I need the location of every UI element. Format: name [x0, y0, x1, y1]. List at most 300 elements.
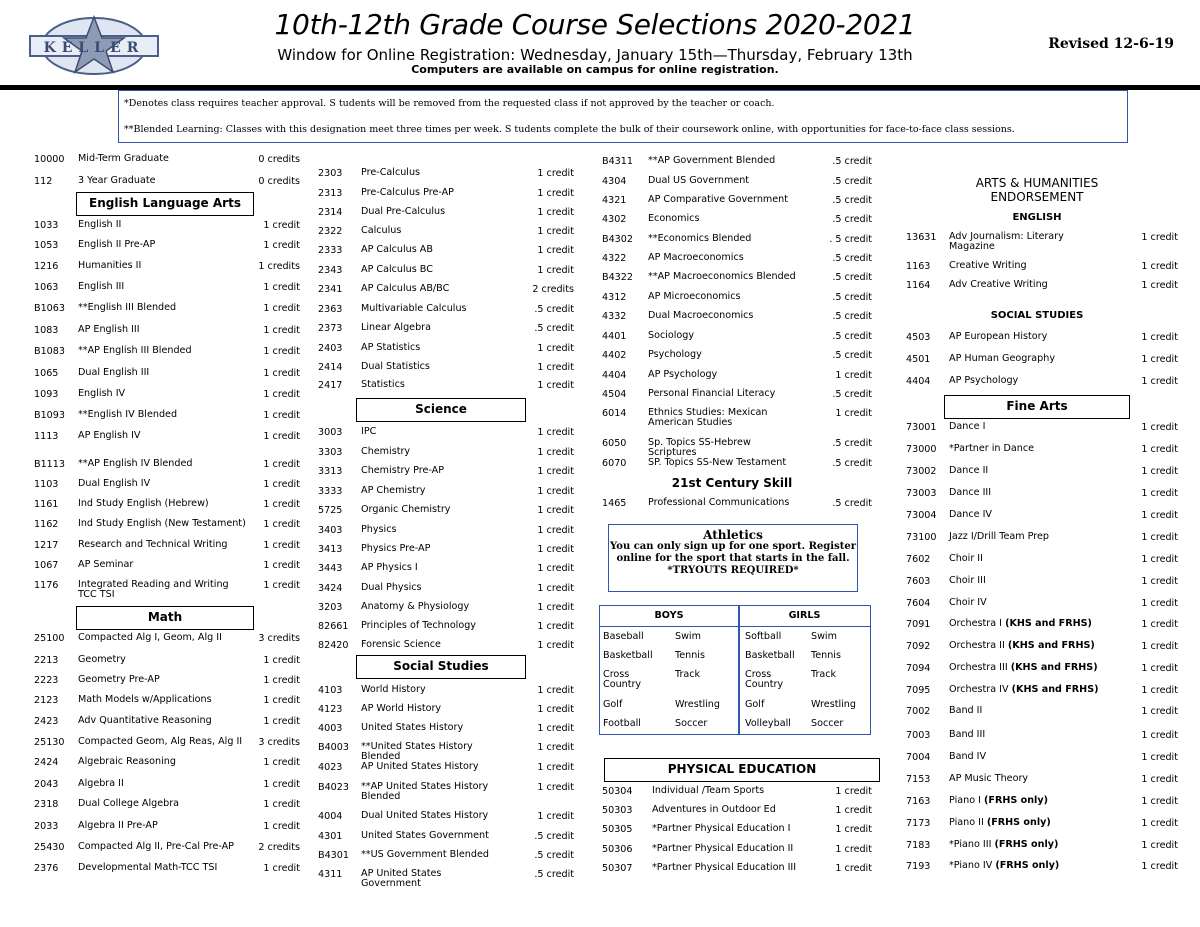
keller-logo [28, 14, 160, 78]
course-credit: 1 credit [835, 863, 872, 874]
course-credit: 1 credit [263, 655, 300, 666]
course-name: World History [361, 684, 426, 695]
course-name: AP Chemistry [361, 485, 426, 496]
sport-cell: Track [675, 669, 701, 680]
course-credit: .5 credit [832, 389, 872, 400]
course-name: Dual Pre-Calculus [361, 206, 446, 217]
course-name: Orchestra I (KHS and FRHS) [949, 618, 1092, 629]
course-name: **AP English III Blended [78, 345, 192, 356]
course-name: AP Psychology [648, 369, 718, 380]
course-code: 1093 [34, 389, 59, 400]
course-code: 2417 [318, 380, 343, 391]
course-credit: 1 credit [263, 459, 300, 470]
course-code: 1113 [34, 431, 59, 442]
course-code: 1067 [34, 560, 59, 571]
course-code: 7193 [906, 861, 931, 872]
course-name: Choir III [949, 575, 986, 586]
course-credit: 1 credit [537, 782, 574, 793]
course-name: Band III [949, 729, 986, 740]
social-studies-subheader: SOCIAL STUDIES [990, 310, 1084, 321]
course-credit: 1 credit [263, 389, 300, 400]
course-credit: 1 credit [835, 370, 872, 381]
course-code: 112 [34, 176, 53, 187]
course-credit: 1 credit [835, 824, 872, 835]
course-code: 50306 [602, 844, 633, 855]
course-credit: 1 credit [537, 245, 574, 256]
course-code: 6070 [602, 458, 627, 469]
course-credit: 1 credit [1141, 510, 1178, 521]
sport-cell: Basketball [603, 650, 653, 661]
sports-divider [738, 606, 740, 734]
course-code: 4504 [602, 389, 627, 400]
course-credit: .5 credit [534, 304, 574, 315]
course-credit: . 5 credit [829, 234, 872, 245]
course-credit: 1 credit [263, 325, 300, 336]
course-code: 7602 [906, 554, 931, 565]
course-credit: 1 credit [1141, 576, 1178, 587]
course-name: Statistics [361, 379, 405, 390]
course-credit: 1 credit [537, 704, 574, 715]
course-credit: 1 credit [537, 685, 574, 696]
science-header: Science [356, 398, 526, 422]
course-code: B4023 [318, 782, 349, 793]
course-credit: 1 credit [263, 519, 300, 530]
course-name: **English IV Blended [78, 409, 178, 420]
course-code: B1063 [34, 303, 65, 314]
course-credit: 1 credit [537, 447, 574, 458]
course-name: AP Statistics [361, 342, 421, 353]
course-code: 7095 [906, 685, 931, 696]
sport-cell: Tennis [675, 650, 705, 661]
course-name: **English III Blended [78, 302, 177, 313]
course-code: 3413 [318, 544, 343, 555]
course-code: 4311 [318, 869, 343, 880]
athletics-title: Athletics [703, 528, 763, 542]
course-name: AP Human Geography [949, 353, 1056, 364]
course-credit: 1 credit [1141, 444, 1178, 455]
course-name: AP Calculus BC [361, 264, 433, 275]
course-credit: 1 credit [263, 346, 300, 357]
course-code: 2313 [318, 188, 343, 199]
course-name: Adv Creative Writing [949, 279, 1048, 290]
course-name: AP Psychology [949, 375, 1019, 386]
course-credit: 1 credit [263, 560, 300, 571]
endorsement-title: ARTS & HUMANITIES [975, 176, 1099, 190]
course-name: Dual English III [78, 367, 150, 378]
fine-arts-header: Fine Arts [944, 395, 1130, 419]
course-credit: 1 credit [263, 799, 300, 810]
course-name: Integrated Reading and Writing TCC TSI [78, 579, 229, 600]
course-name: Dance IV [949, 509, 992, 520]
course-credit: 1 credit [537, 723, 574, 734]
course-credit: 1 credit [1141, 332, 1178, 343]
course-code: 2043 [34, 779, 59, 790]
course-code: 7003 [906, 730, 931, 741]
course-code: 1162 [34, 519, 59, 530]
course-name: Choir IV [949, 597, 987, 608]
course-credit: 1 credit [537, 466, 574, 477]
notes-box [118, 90, 1128, 143]
course-credit: 1 credit [1141, 280, 1178, 291]
course-name: *Piano IV (FRHS only) [949, 860, 1060, 871]
course-name: Jazz I/Drill Team Prep [949, 531, 1050, 542]
course-credit: 1 credit [1141, 641, 1178, 652]
course-name: **AP English IV Blended [78, 458, 193, 469]
course-name: Ethnics Studies: Mexican American Studies [648, 407, 768, 428]
course-credit: 1 credit [1141, 663, 1178, 674]
course-name: *Partner Physical Education I [652, 823, 791, 834]
course-name: Math Models w/Applications [78, 694, 212, 705]
course-code: 4003 [318, 723, 343, 734]
sport-cell: Cross Country [745, 669, 784, 690]
course-name: Ind Study English (Hebrew) [78, 498, 209, 509]
course-name: Research and Technical Writing [78, 539, 228, 550]
course-credit: .5 credit [534, 850, 574, 861]
course-code: 4004 [318, 811, 343, 822]
course-code: 1216 [34, 261, 59, 272]
course-name: United States History [361, 722, 464, 733]
course-code: 1063 [34, 282, 59, 293]
sport-cell: Soccer [675, 718, 708, 729]
course-credit: 1 credit [263, 821, 300, 832]
course-code: 82420 [318, 640, 349, 651]
course-name: Dance III [949, 487, 992, 498]
course-credit: 1 credit [537, 362, 574, 373]
course-credit: 1 credit [1141, 598, 1178, 609]
course-code: 7163 [906, 796, 931, 807]
course-code: 1164 [906, 280, 931, 291]
course-code: 10000 [34, 154, 65, 165]
course-code: 2403 [318, 343, 343, 354]
course-name: Anatomy & Physiology [361, 601, 470, 612]
math-header: Math [76, 606, 254, 630]
course-name: English IV [78, 388, 126, 399]
course-code: 4322 [602, 253, 627, 264]
course-credit: 1 credit [537, 811, 574, 822]
ela-header: English Language Arts [76, 192, 254, 216]
column-4 [906, 150, 1178, 890]
course-credit: 1 credit [263, 368, 300, 379]
athletics-line-2: online for the sport that starts in the fall. [616, 553, 850, 564]
course-code: 3203 [318, 602, 343, 613]
sport-cell: Wrestling [811, 699, 856, 710]
course-credit: .5 credit [534, 831, 574, 842]
course-name: Algebra II Pre-AP [78, 820, 158, 831]
course-credit: .5 credit [832, 156, 872, 167]
course-name: English II [78, 219, 122, 230]
c21-header: 21st Century Skill [671, 476, 793, 490]
revised-date: Revised 12-6-19 [1048, 36, 1174, 52]
course-code: B1093 [34, 410, 65, 421]
course-code: 4023 [318, 762, 343, 773]
course-credit: 1 credit [1141, 706, 1178, 717]
course-code: 73001 [906, 422, 937, 433]
course-name: Band II [949, 705, 983, 716]
course-name: Compacted Geom, Alg Reas, Alg II [78, 736, 243, 747]
course-credit: 1 credits [258, 261, 300, 272]
course-code: 73003 [906, 488, 937, 499]
course-credit: 1 credit [835, 786, 872, 797]
course-code: 73100 [906, 532, 937, 543]
course-credit: 0 credits [258, 176, 300, 187]
course-credit: 1 credit [263, 779, 300, 790]
course-code: 3333 [318, 486, 343, 497]
course-credit: 1 credit [537, 762, 574, 773]
course-code: 2333 [318, 245, 343, 256]
course-credit: 1 credit [537, 168, 574, 179]
course-name: AP English IV [78, 430, 141, 441]
course-name: AP Seminar [78, 559, 134, 570]
course-credit: 1 credit [1141, 232, 1178, 243]
course-credit: .5 credit [832, 350, 872, 361]
course-name: Piano I (FRHS only) [949, 795, 1048, 806]
course-code: 4332 [602, 311, 627, 322]
campus-note: (KHS and FRHS) [1007, 640, 1095, 651]
course-credit: .5 credit [832, 195, 872, 206]
course-code: 4304 [602, 176, 627, 187]
campus-note: (FRHS only) [994, 839, 1059, 850]
course-code: 6014 [602, 408, 627, 419]
course-credit: 1 credit [263, 580, 300, 591]
pe-header: PHYSICAL EDUCATION [604, 758, 880, 782]
course-name: Adv Journalism: Literary Magazine [949, 231, 1064, 252]
course-credit: 1 credit [1141, 840, 1178, 851]
course-code: B1083 [34, 346, 65, 357]
course-name: AP United States History [361, 761, 479, 772]
course-code: 7002 [906, 706, 931, 717]
course-name: Professional Communications [648, 497, 790, 508]
course-code: 4103 [318, 685, 343, 696]
sport-cell: Wrestling [675, 699, 720, 710]
course-code: 2123 [34, 695, 59, 706]
course-name: English III [78, 281, 125, 292]
course-code: 2303 [318, 168, 343, 179]
course-code: 3313 [318, 466, 343, 477]
campus-note: (FRHS only) [986, 817, 1051, 828]
course-credit: 1 credit [537, 621, 574, 632]
course-code: 25430 [34, 842, 65, 853]
course-code: 4404 [906, 376, 931, 387]
course-name: Dual English IV [78, 478, 151, 489]
course-code: 25130 [34, 737, 65, 748]
course-name: AP English III [78, 324, 140, 335]
course-code: 2213 [34, 655, 59, 666]
course-name: 3 Year Graduate [78, 175, 156, 186]
course-code: 4501 [906, 354, 931, 365]
sport-cell: Football [603, 718, 641, 729]
course-code: 1176 [34, 580, 59, 591]
course-code: 1033 [34, 220, 59, 231]
course-code: 50304 [602, 786, 633, 797]
course-credit: .5 credit [832, 253, 872, 264]
course-credit: .5 credit [832, 331, 872, 342]
course-code: B4302 [602, 234, 633, 245]
course-name: Sociology [648, 330, 695, 341]
course-credit: .5 credit [832, 498, 872, 509]
course-credit: 1 credit [263, 540, 300, 551]
sport-cell: Track [811, 669, 837, 680]
course-credit: 1 credit [263, 410, 300, 421]
course-name: AP Comparative Government [648, 194, 788, 205]
course-credit: .5 credit [832, 438, 872, 449]
course-credit: 1 credit [537, 544, 574, 555]
course-name: Orchestra IV (KHS and FRHS) [949, 684, 1099, 695]
course-code: 1163 [906, 261, 931, 272]
course-code: 2341 [318, 284, 343, 295]
course-credit: 1 credit [263, 499, 300, 510]
course-code: B4322 [602, 272, 633, 283]
course-name: SP. Topics SS-New Testament [648, 457, 787, 468]
course-code: 3303 [318, 447, 343, 458]
course-code: 50303 [602, 805, 633, 816]
course-credit: 1 credit [1141, 466, 1178, 477]
sport-cell: Swim [811, 631, 837, 642]
course-code: 3403 [318, 525, 343, 536]
course-code: 2376 [34, 863, 59, 874]
course-name: Adventures in Outdoor Ed [652, 804, 776, 815]
course-name: Psychology [648, 349, 702, 360]
course-code: 50305 [602, 824, 633, 835]
course-name: **AP United States History Blended [361, 781, 489, 802]
course-code: 1465 [602, 498, 627, 509]
sport-cell: Swim [675, 631, 701, 642]
course-name: Pre-Calculus [361, 167, 421, 178]
course-credit: 1 credit [537, 742, 574, 753]
course-credit: 1 credit [263, 303, 300, 314]
course-credit: .5 credit [832, 292, 872, 303]
campus-note: (FRHS only) [984, 795, 1048, 806]
athletics-line-1: You can only sign up for one sport. Register [610, 541, 856, 552]
course-credit: 1 credit [835, 805, 872, 816]
course-credit: .5 credit [832, 176, 872, 187]
course-credit: 1 credit [263, 479, 300, 490]
course-name: AP Physics I [361, 562, 418, 573]
course-credit: 1 credit [263, 220, 300, 231]
course-credit: 1 credit [263, 716, 300, 727]
page-title: 10th-12th Grade Course Selections 2020-2021 [274, 8, 916, 41]
course-credit: 1 credit [537, 640, 574, 651]
course-code: 73000 [906, 444, 937, 455]
course-credit: 1 credit [1141, 861, 1178, 872]
teacher-approval-note: *Denotes class requires teacher approval. S tudents will be removed from the requested class if not approved by the teacher or coach. [124, 98, 775, 109]
course-credit: 1 credit [263, 863, 300, 874]
course-credit: 1 credit [1141, 619, 1178, 630]
course-code: 1065 [34, 368, 59, 379]
course-credit: 1 credit [835, 844, 872, 855]
course-credit: 1 credit [835, 408, 872, 419]
course-name: Band IV [949, 751, 987, 762]
course-name: Algebraic Reasoning [78, 756, 176, 767]
course-credit: 1 credit [537, 207, 574, 218]
course-code: B1113 [34, 459, 65, 470]
course-code: 2343 [318, 265, 343, 276]
course-code: 50307 [602, 863, 633, 874]
course-code: 6050 [602, 438, 627, 449]
course-credit: 1 credit [1141, 796, 1178, 807]
course-code: 2423 [34, 716, 59, 727]
sport-cell: Soccer [811, 718, 844, 729]
course-code: 1161 [34, 499, 59, 510]
course-code: 2314 [318, 207, 343, 218]
course-code: 4123 [318, 704, 343, 715]
course-name: **US Government Blended [361, 849, 489, 860]
sport-cell: Basketball [745, 650, 795, 661]
course-code: 7092 [906, 641, 931, 652]
course-name: Physics [361, 524, 397, 535]
course-name: Individual /Team Sports [652, 785, 765, 796]
course-credit: 1 credit [1141, 774, 1178, 785]
course-name: **AP Macroeconomics Blended [648, 271, 796, 282]
course-credit: .5 credit [832, 272, 872, 283]
social-studies-header: Social Studies [356, 655, 526, 679]
course-name: Ind Study English (New Testament) [78, 518, 246, 529]
course-credit: 1 credit [537, 427, 574, 438]
course-code: B4003 [318, 742, 349, 753]
course-code: 3443 [318, 563, 343, 574]
course-name: *Partner Physical Education III [652, 862, 797, 873]
course-code: 2424 [34, 757, 59, 768]
course-code: 4301 [318, 831, 343, 842]
course-code: 4503 [906, 332, 931, 343]
course-name: Algebra II [78, 778, 124, 789]
course-credit: 1 credit [263, 695, 300, 706]
course-credit: 1 credit [1141, 261, 1178, 272]
course-code: 4404 [602, 370, 627, 381]
course-code: 5725 [318, 505, 343, 516]
course-credit: 2 credits [258, 842, 300, 853]
course-name: Physics Pre-AP [361, 543, 431, 554]
course-name: **Economics Blended [648, 233, 752, 244]
endorsement-subtitle: ENDORSEMENT [990, 190, 1084, 204]
course-credit: 1 credit [263, 675, 300, 686]
course-name: AP Calculus AB/BC [361, 283, 450, 294]
course-code: 3003 [318, 427, 343, 438]
course-code: 2414 [318, 362, 343, 373]
course-name: Dual Macroeconomics [648, 310, 754, 321]
computers-note: Computers are available on campus for online registration. [411, 63, 779, 76]
sport-cell: Volleyball [745, 718, 791, 729]
sport-cell: Golf [745, 699, 765, 710]
course-code: 4401 [602, 331, 627, 342]
course-name: Dual US Government [648, 175, 750, 186]
svg-text:KELLER: KELLER [43, 40, 145, 56]
course-name: Orchestra III (KHS and FRHS) [949, 662, 1098, 673]
course-credit: 1 credit [263, 282, 300, 293]
course-name: Organic Chemistry [361, 504, 451, 515]
course-code: B4311 [602, 156, 633, 167]
course-credit: 1 credit [537, 583, 574, 594]
course-credit: .5 credit [832, 458, 872, 469]
course-name: English II Pre-AP [78, 239, 156, 250]
sport-cell: Cross Country [603, 669, 642, 690]
course-name: *Partner Physical Education II [652, 843, 794, 854]
course-code: 4321 [602, 195, 627, 206]
course-name: Geometry [78, 654, 126, 665]
course-name: Dual Statistics [361, 361, 430, 372]
course-code: 2033 [34, 821, 59, 832]
course-name: Dance II [949, 465, 989, 476]
course-credit: 1 credit [1141, 376, 1178, 387]
course-credit: 1 credit [537, 265, 574, 276]
course-name: Sp. Topics SS-Hebrew Scriptures [648, 437, 751, 458]
course-code: 1103 [34, 479, 59, 490]
course-name: Choir II [949, 553, 983, 564]
course-credit: 0 credits [258, 154, 300, 165]
course-code: 7183 [906, 840, 931, 851]
campus-note: (KHS and FRHS) [1005, 618, 1092, 629]
course-credit: 2 credits [532, 284, 574, 295]
sport-cell: Baseball [603, 631, 644, 642]
